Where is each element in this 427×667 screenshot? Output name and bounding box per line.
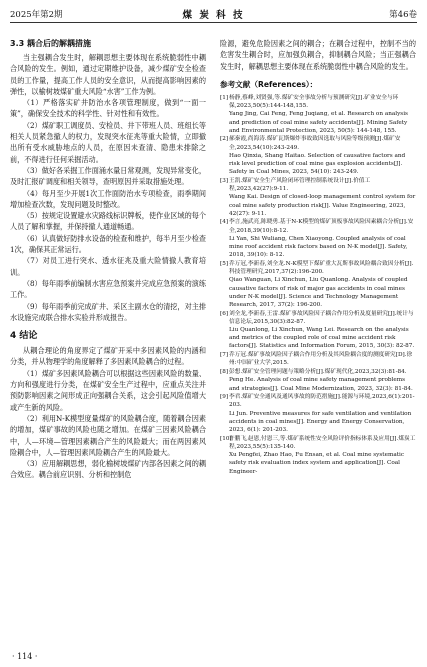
reference-text-en: Xu Pengfei, Zhao Hao, Fu Ensan, et al. Coal mine systematic safety risk evaluation index system and application[J]. Coal Engineer-: [229, 452, 405, 475]
paragraph: （9）每年雨季前完成矿井、采区主副水仓的清挖，对主排水设施完成联合排水实验并形成报告。: [10, 301, 206, 322]
reference-item: [220, 177, 416, 218]
reference-number: [3]: [220, 177, 229, 184]
reference-item: [220, 435, 416, 476]
reference-list: [220, 94, 416, 476]
reference-text-zh: 乔万冠.煤矿事故风险因子耦合作用分析及其风险耦合度的测度研究[D].徐州:中国矿业大学,2015.: [229, 352, 413, 367]
reference-text-en: Hao Qinxia, Shang Haitao. Selection of causative factors and risk level prediction of coal mine gas explosion accidents[J]. Safety in Coal Mines, 2023, 54(10): 243-249.: [229, 152, 406, 176]
conclusion-title: 4 结论: [10, 331, 38, 342]
section-title-3-3: 3.3 耦合后的解耦措施: [10, 39, 91, 48]
reference-text-en: Qiao Wanguan, Li Xinchun, Liu Quanlong. Analysis of coupled causative factors of risk of major gas accidents in coal mines under N-K model[J]. Science and Technology Management Research, 2017, 37(2): 196-200.: [229, 277, 408, 308]
paragraph: （7）对员工进行突水、透水征兆及重大险情撤人教育培训。: [10, 256, 206, 277]
paragraph: （3）应用解耦思想，弱化榆树坡煤矿内部各因素之间的耦合效应。耦合前应识别、分析和控制危: [10, 459, 206, 480]
reference-text-zh: 郝秦霞,尚海涛.煤矿瓦斯爆炸事故致因选取与风险等级预测[J].煤矿安全,2023,54(10):243-249.: [229, 136, 401, 151]
reference-text-en: Peng He. Analysis of coal mine safety management problems and strategies[J]. Coal Mine Modernization, 2023, 32(3): 81-84.: [229, 377, 413, 392]
reference-item: [220, 393, 416, 434]
reference-text-zh: 李言,施武亮,陈晓勇.基于N-K模型的煤矿顶板事故风险因素耦合分析[J].安全,2018,39(10):8-12.: [229, 219, 414, 234]
paragraph: 从耦合理论的角度界定了煤矿开采中多因素风险的内涵和分类，并从物理学的角度解释了多因素风险耦合的过程。: [10, 346, 206, 367]
reference-number: [6]: [220, 310, 229, 317]
page-number: · 114 ·: [12, 652, 38, 661]
issue-label: 2025年第2期: [10, 10, 63, 20]
reference-text-zh: 刘全龙,李新春,王雷.煤矿事故风险因子耦合作用分析及度量研究[J].统计与信息论坛,2015,30(3):82-87.: [229, 310, 414, 325]
right-column: [220, 38, 416, 476]
reference-number: [5]: [220, 260, 229, 267]
references-title: 参考文献（References）：: [220, 79, 318, 89]
left-column: [10, 38, 206, 481]
reference-text-zh: 李君.煤矿安全通风及通风事故的防范措施[J].能源与环境,2023,6(1):201-203.: [229, 394, 415, 409]
reference-number: [2]: [220, 136, 229, 143]
reference-number: [8]: [220, 369, 229, 376]
running-header: [10, 6, 417, 22]
header-rule: [10, 22, 417, 23]
reference-text-en: Wang Kai. Design of closed-loop management control system for coal mine safety production risk[J]. Value Engineering, 2023, 42(27): 9-11.: [229, 194, 416, 217]
reference-item: [220, 351, 416, 367]
reference-number: [1]: [220, 94, 229, 101]
paragraph: （2）利用N-K模型度量煤矿的风险耦合度，随着耦合因素的增加，煤矿事故的风险也随之增加。在煤矿三因素风险耦合中，人—环境—管理因素耦合产生的风险最大；而在两因素风险耦合中，人—管理因素风险耦合产生的风险最大。: [10, 413, 206, 457]
reference-text-zh: 彭想.煤矿安全管理问题与策略分析[J].煤矿现代化,2023,32(3):81-84.: [229, 369, 407, 376]
reference-text-en: Li Yan, Shi Wuliang, Chen Xiaoyong. Coupled analysis of coal mine roof accident risk factors based on N-K model[J]. Safety, 2018, 39(10): 8-12.: [229, 235, 408, 259]
paragraph: （5）按规定设置避水灾路线标识牌板，使作业区域的每个人员了解和掌握，并保持撤人通道畅通。: [10, 211, 206, 232]
reference-item: [220, 94, 416, 135]
reference-number: [10]: [220, 435, 232, 442]
reference-text-zh: 乔万冠,李新春,刘全龙.N-K模型下煤矿重大瓦斯事故风险耦合致因分析[J].科技管理研究,2017,37(2):196-200.: [229, 260, 414, 276]
paragraph: （6）认真做好防排水设备的检查和维护，每半月至少检查1次，确保其正常运行。: [10, 233, 206, 255]
paragraph: （4）每月至少开展1次工作面防治水专项检查，雨季期间增加检查次数，发现问题及时整改。: [10, 188, 206, 209]
volume-label: 第46卷: [389, 10, 417, 20]
reference-number: [9]: [220, 394, 229, 401]
reference-item: [220, 368, 416, 393]
continued-paragraph: 险源，避免危险因素之间的耦合；在耦合过程中，控制不当的危害发生耦合时，应加强负耦合，抑制耦合风险；当正强耦合发生时，解耦思想主要体现在系统脆弱性中耦合风险的发生。: [220, 39, 416, 71]
conclusion-paragraphs: [10, 345, 206, 481]
reference-item: [220, 260, 416, 309]
decoupling-paragraphs: [10, 52, 206, 323]
reference-text-zh: 王凯.煤矿安全生产风险闭环管理控制系统设计[J].价值工程,2023,42(27):9-11.: [229, 177, 371, 193]
reference-number: [4]: [220, 219, 229, 226]
paragraph: （2）煤矿职工调度员、安检员、井下带班人员、班组长等相关人员紧急撤人的权力，发现突水征兆等重大险情，立即撤出所有受水威胁地点的人员，在原因未查清、隐患未排除之前，不得进行任何采掘活动。: [10, 120, 206, 164]
reference-text-en: Yang Jing, Cai Feng, Feng Juqiang, et al. Research on analysis and prediction of coal mine safety accidents[J]. Mining Safety and Environmental Protection, 2023, 50(5): 144-148, 155.: [229, 111, 408, 134]
reference-number: [7]: [220, 352, 229, 359]
reference-item: [220, 135, 416, 176]
paragraph: （3）做好各采掘工作面涌水量日常观测，发现异常变化，及时汇报矿调度和相关领导，查明原因并采取措施处理。: [10, 165, 206, 187]
reference-text-zh: 许鹏飞,赵恩,付恩三,等.煤矿系统性安全风险评价指标体系及应用[J].煤炭工程,2023,55(5):135-140.: [229, 435, 416, 450]
reference-text-en: Liu Quanlong, Li Xinchun, Wang Lei. Research on the analysis and metrics of the coupled role of coal mine accident risk factors[J]. Statistics and Information Forum, 2015, 30(3): 82-87.: [229, 327, 415, 350]
journal-name: 煤 炭 科 技: [182, 10, 245, 21]
paragraph: 当主强耦合发生时，解耦思想主要体现在系统脆弱性中耦合风险的发生。例如，通过定期维护设备，减少煤矿安全检查员的工作量，提高工作人员的安全意识，从而提高影响因素的弹性，以榆树坡煤矿重大风险“水害”工作为例。: [10, 53, 206, 96]
reference-text-zh: 杨静,蔡峰,刘贤强,等.煤矿安全事故分析与预测研究[J].矿业安全与环保,2023,50(5):144-148,155.: [229, 94, 399, 110]
reference-text-en: Li Jun. Preventive measures for safe ventilation and ventilation accidents in coal mines[J]. Energy and Energy Conservation, 2023, 6(1): 201-203.: [229, 410, 412, 434]
reference-item: [220, 218, 416, 259]
reference-item: [220, 310, 416, 351]
paragraph: （1）煤矿多因素风险耦合可以根据这些因素风险的数量、方向和强度进行分类，在煤矿安全生产过程中，应重点关注并预防影响因素之间形成正向强耦合关系，这会引起风险值增大或产生新的风险。: [10, 368, 206, 412]
paragraph: （1）严格落实矿井防治水各项管理制度，做到“一面一策”，确保安全技术的科学性、针对性和有效性。: [10, 98, 206, 119]
paragraph: （8）每年雨季前编制水害应急预案并完成应急预案的演练工作。: [10, 278, 206, 300]
